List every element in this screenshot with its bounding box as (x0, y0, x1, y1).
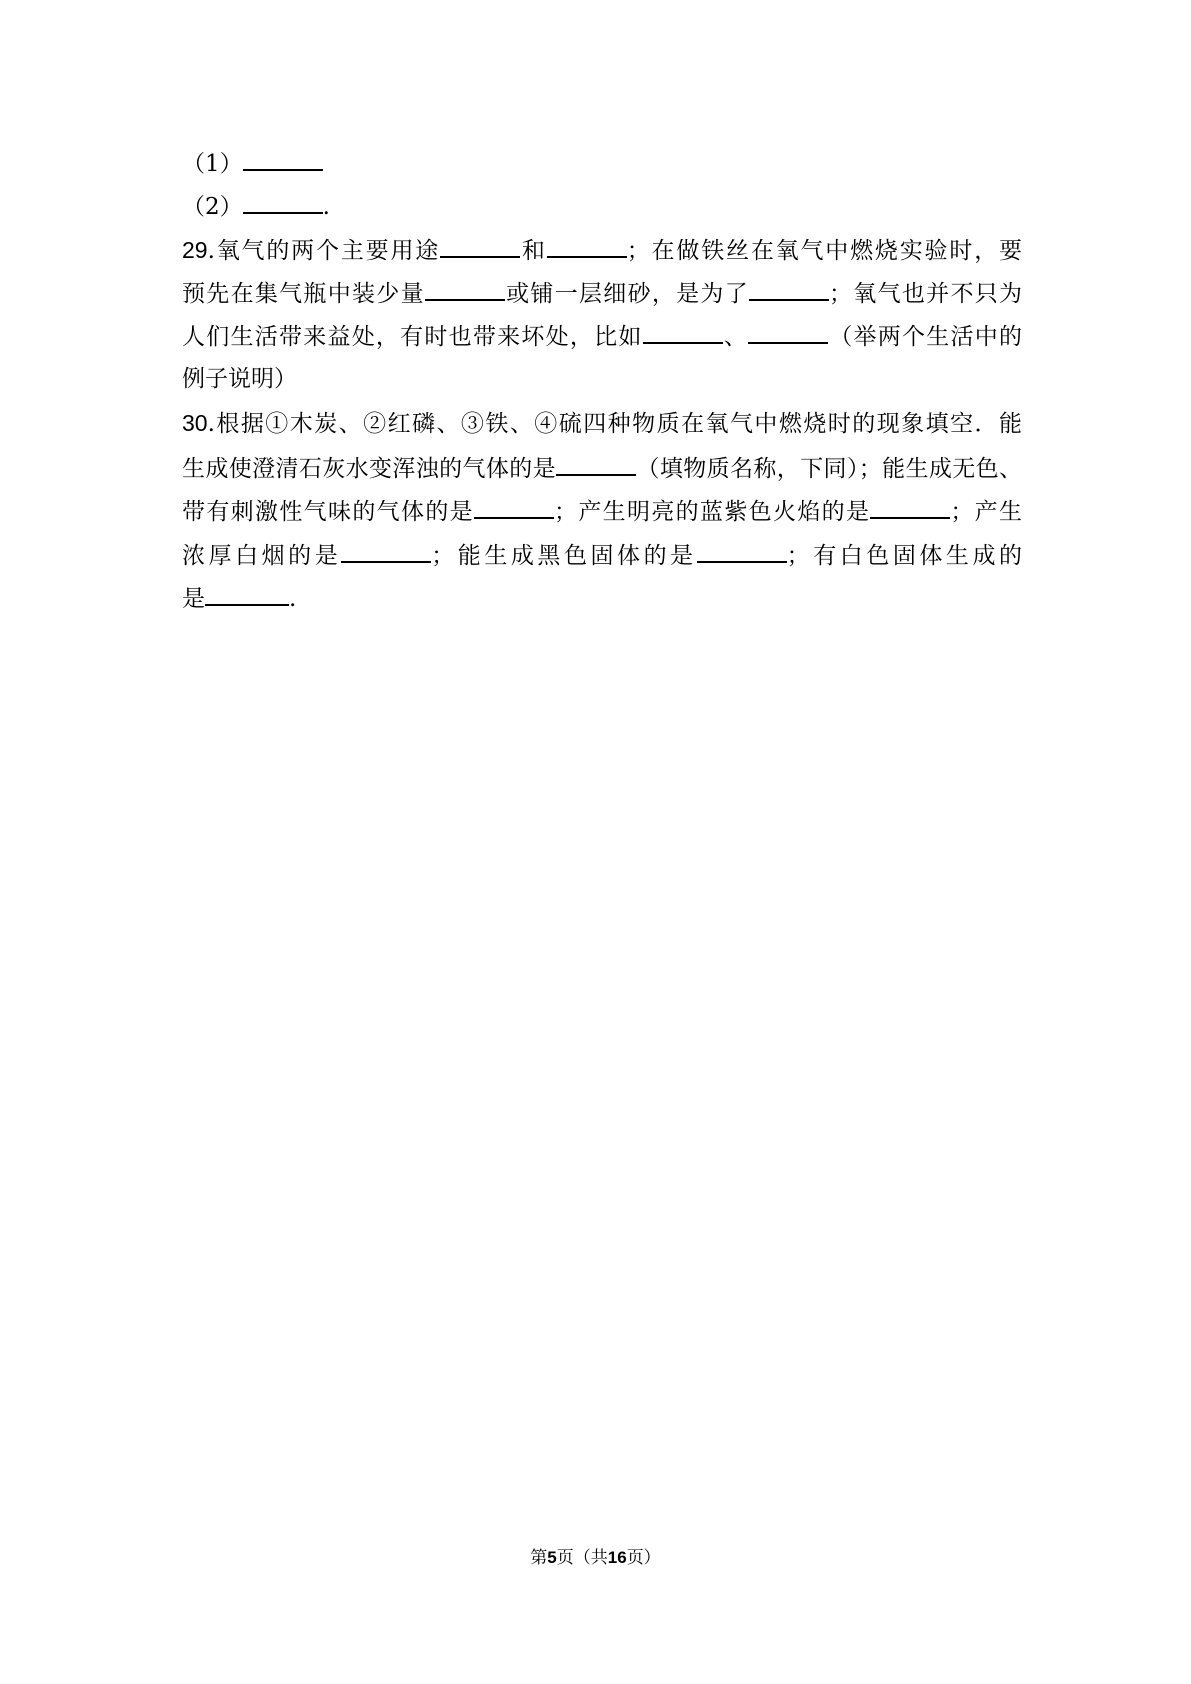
q30-text: ；有白色固体生成的 (786, 543, 1023, 569)
q29-text: ；氧气也并不只为 (829, 281, 1023, 307)
answer-blank[interactable] (205, 582, 289, 606)
q30-line-4 (182, 539, 1022, 571)
q28-sub1 (182, 147, 1022, 179)
q30-text: 根据①木炭、②红磷、③铁、④硫四种物质在氧气中燃烧时的现象填空．能 (214, 411, 1022, 437)
q28-sub2 (182, 190, 1022, 222)
footer-middle: 页（共 (556, 1548, 608, 1568)
q29-text: 预先在集气瓶中装少量 (182, 281, 425, 307)
q29-text: （举两个生活中的 (828, 324, 1023, 350)
period: . (322, 194, 330, 220)
q30-text: ；产生明亮的蓝紫色火焰的是 (554, 499, 871, 525)
question-number: 29 (182, 237, 208, 263)
footer-prefix: 第 (530, 1548, 548, 1568)
period: . (289, 586, 297, 612)
q28-sub2-label: （2） (182, 194, 243, 220)
q30-line-5 (182, 582, 1022, 614)
q30-text: 带有刺激性气味的气体的是 (182, 499, 474, 525)
q30-line-1 (182, 408, 1022, 439)
answer-blank[interactable] (341, 539, 431, 563)
answer-blank[interactable] (474, 495, 554, 519)
answer-blank[interactable] (547, 234, 627, 258)
q29-text: 人们生活带来益处，有时也带来坏处，比如 (182, 324, 643, 350)
q30-text: （填物质名称，下同）；能生成无色、 (636, 456, 1023, 482)
page-footer (0, 1547, 1191, 1569)
q29-text: 例子说明） (182, 366, 297, 392)
answer-blank[interactable] (425, 277, 505, 301)
q30-text: ；能生成黑色固体的是 (431, 543, 697, 569)
q29-text: 氧气的两个主要用途 (214, 238, 441, 264)
answer-blank[interactable] (643, 320, 723, 344)
q29-text: 、 (722, 324, 749, 350)
q28-sub1-label: （1） (182, 151, 243, 177)
q30-text: 生成使澄清石灰水变浑浊的气体的是 (182, 456, 557, 482)
question-number: 30 (182, 410, 208, 436)
answer-blank[interactable] (697, 539, 787, 563)
footer-suffix: 页） (626, 1548, 661, 1568)
q29-line-3 (182, 320, 1022, 352)
answer-blank[interactable] (749, 277, 829, 301)
q30-text: 浓厚白烟的是 (182, 543, 342, 569)
q30-text: 是 (182, 586, 205, 612)
answer-blank[interactable] (243, 147, 323, 171)
q29-text: 和 (520, 238, 547, 264)
answer-blank[interactable] (243, 190, 323, 214)
q29-line-1 (182, 234, 1022, 266)
question-dot: . (207, 411, 215, 437)
q29-text: 或铺一层细砂，是为了 (504, 281, 750, 307)
q29-line-2 (182, 277, 1022, 309)
question-dot: . (207, 238, 215, 264)
q29-line-4 (182, 364, 1022, 394)
answer-blank[interactable] (870, 495, 950, 519)
q30-text: ；产生 (950, 499, 1023, 525)
answer-blank[interactable] (748, 320, 828, 344)
current-page-number: 5 (547, 1548, 557, 1567)
q30-line-3 (182, 495, 1022, 527)
q29-text: ；在做铁丝在氧气中燃烧实验时，要 (626, 238, 1023, 264)
q30-line-2 (182, 452, 1022, 484)
total-page-count: 16 (607, 1548, 627, 1567)
answer-blank[interactable] (556, 452, 636, 476)
answer-blank[interactable] (440, 234, 520, 258)
